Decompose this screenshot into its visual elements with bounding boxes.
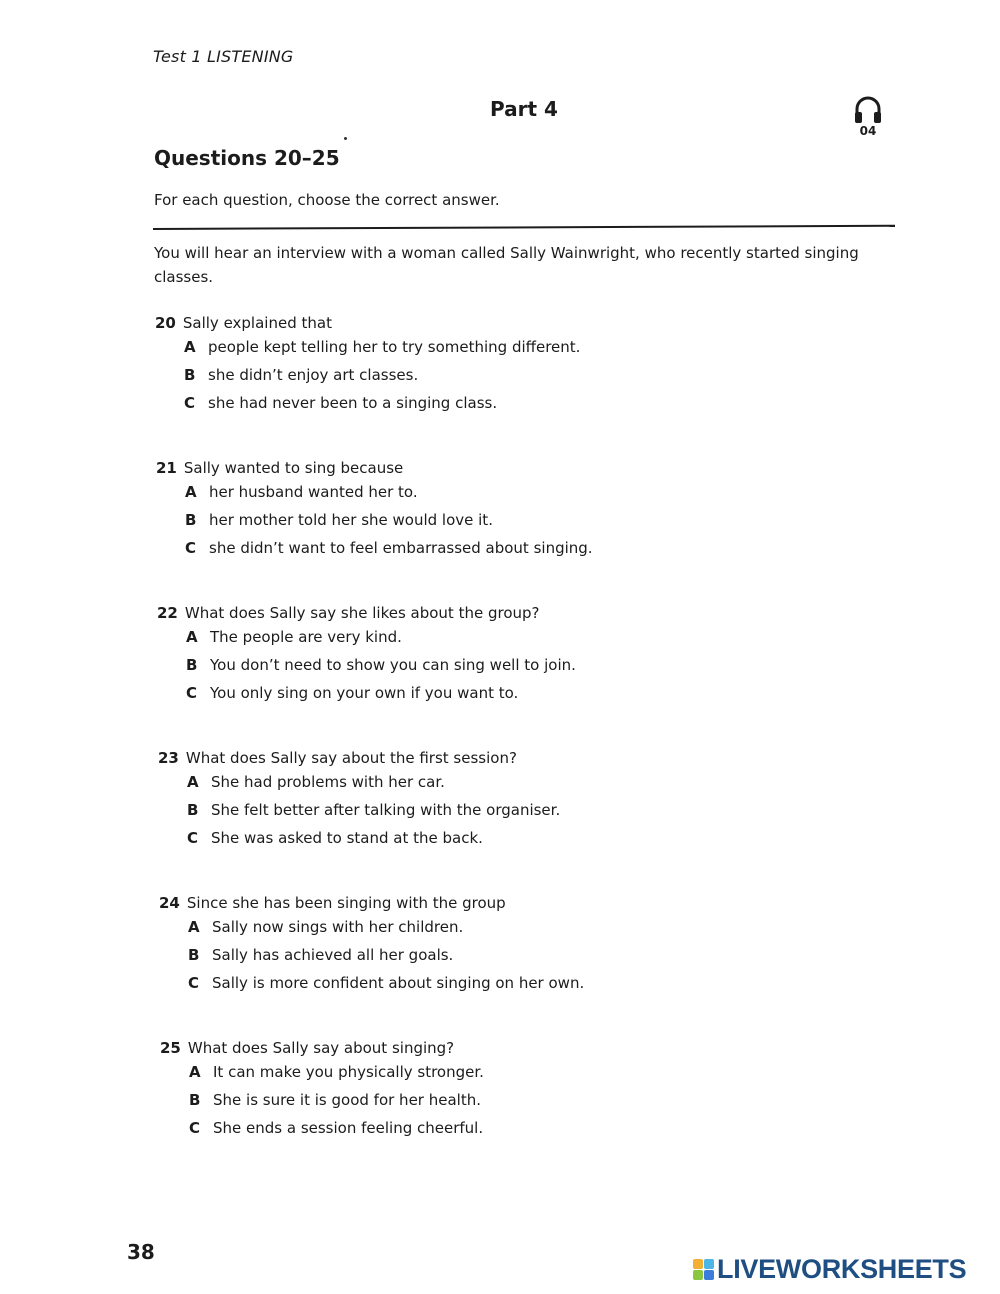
question-block xyxy=(158,748,560,852)
question-number: 21 xyxy=(156,459,177,477)
option-letter: A xyxy=(187,773,199,791)
option-letter: C xyxy=(184,394,196,412)
option-letter: A xyxy=(186,628,198,646)
answer-option[interactable] xyxy=(160,1086,484,1114)
option-text: people kept telling her to try something different. xyxy=(208,338,581,356)
option-text: she didn’t want to feel embarrassed about singing. xyxy=(209,539,593,557)
answer-option[interactable] xyxy=(157,651,576,679)
page-number: 38 xyxy=(127,1240,155,1264)
brand-mark-icon xyxy=(693,1259,714,1280)
answer-option[interactable] xyxy=(158,796,560,824)
answer-option[interactable] xyxy=(159,913,584,941)
option-letter: B xyxy=(189,1091,201,1109)
question-number: 22 xyxy=(157,604,178,622)
option-text: Sally is more confident about singing on her own. xyxy=(212,974,585,992)
option-text: You only sing on your own if you want to. xyxy=(210,684,519,702)
headphones-icon xyxy=(848,94,888,126)
option-text: You don’t need to show you can sing well to join. xyxy=(210,656,576,674)
option-text: Sally now sings with her children. xyxy=(212,918,464,936)
option-letter: A xyxy=(184,338,196,356)
answer-option[interactable] xyxy=(159,941,584,969)
answer-option[interactable] xyxy=(155,389,580,417)
option-text: It can make you physically stronger. xyxy=(213,1063,484,1081)
question-block xyxy=(157,603,576,707)
question-block xyxy=(159,893,584,997)
divider-rule xyxy=(153,225,895,230)
answer-option[interactable] xyxy=(156,478,593,506)
question-number: 23 xyxy=(158,749,179,767)
option-text: She felt better after talking with the organiser. xyxy=(211,801,561,819)
question-number: 24 xyxy=(159,894,180,912)
option-text: Sally has achieved all her goals. xyxy=(212,946,454,964)
running-head: Test 1 LISTENING xyxy=(153,47,294,66)
option-letter: C xyxy=(188,974,200,992)
option-letter: C xyxy=(185,539,197,557)
answer-option[interactable] xyxy=(159,969,584,997)
option-letter: C xyxy=(186,684,198,702)
question-number: 25 xyxy=(160,1039,181,1057)
stray-mark xyxy=(344,137,347,140)
option-text: She was asked to stand at the back. xyxy=(211,829,483,847)
answer-option[interactable] xyxy=(158,768,560,796)
option-text: She had problems with her car. xyxy=(211,773,445,791)
option-text: She ends a session feeling cheerful. xyxy=(213,1119,484,1137)
option-text: She is sure it is good for her health. xyxy=(213,1091,481,1109)
answer-option[interactable] xyxy=(158,824,560,852)
question-stem: Since she has been singing with the group xyxy=(186,894,506,912)
option-letter: B xyxy=(187,801,199,819)
brand-mark-square xyxy=(704,1270,714,1280)
option-letter: C xyxy=(187,829,199,847)
question-stem: What does Sally say she likes about the group? xyxy=(184,604,540,622)
option-letter: B xyxy=(184,366,196,384)
brand-name: LIVEWORKSHEETS xyxy=(717,1253,967,1284)
option-letter: A xyxy=(188,918,200,936)
answer-option[interactable] xyxy=(157,679,576,707)
option-letter: B xyxy=(186,656,198,674)
option-letter: B xyxy=(188,946,200,964)
answer-option[interactable] xyxy=(160,1058,484,1086)
answer-option[interactable] xyxy=(156,506,593,534)
answer-option[interactable] xyxy=(155,361,580,389)
liveworksheets-logo[interactable] xyxy=(693,1254,966,1284)
option-letter: C xyxy=(189,1119,201,1137)
answer-option[interactable] xyxy=(155,333,580,361)
brand-mark-square xyxy=(704,1259,714,1269)
answer-option[interactable] xyxy=(157,623,576,651)
question-block xyxy=(156,458,593,562)
question-stem: What does Sally say about the first session? xyxy=(185,749,517,767)
option-letter: B xyxy=(185,511,197,529)
option-letter: A xyxy=(185,483,197,501)
option-text: she didn’t enjoy art classes. xyxy=(208,366,419,384)
option-letter: A xyxy=(189,1063,201,1081)
question-stem: What does Sally say about singing? xyxy=(187,1039,455,1057)
answer-option[interactable] xyxy=(160,1114,484,1142)
part-title: Part 4 xyxy=(490,97,558,121)
question-number: 20 xyxy=(155,314,176,332)
questions-range-heading: Questions 20–25 xyxy=(154,146,340,170)
option-text: her husband wanted her to. xyxy=(209,483,418,501)
option-text: The people are very kind. xyxy=(210,628,402,646)
audio-track-number: 04 xyxy=(859,124,877,138)
question-block xyxy=(155,313,580,417)
question-stem: Sally explained that xyxy=(182,314,332,332)
question-block xyxy=(160,1038,484,1142)
option-text: her mother told her she would love it. xyxy=(209,511,493,529)
brand-mark-square xyxy=(693,1259,703,1269)
instruction-text: For each question, choose the correct answer. xyxy=(154,191,500,209)
brand-mark-square xyxy=(693,1270,703,1280)
intro-text: You will hear an interview with a woman called Sally Wainwright, who recently started singing classes. xyxy=(154,244,859,286)
option-text: she had never been to a singing class. xyxy=(208,394,498,412)
audio-track-marker xyxy=(848,94,888,138)
question-stem: Sally wanted to sing because xyxy=(183,459,404,477)
answer-option[interactable] xyxy=(156,534,593,562)
